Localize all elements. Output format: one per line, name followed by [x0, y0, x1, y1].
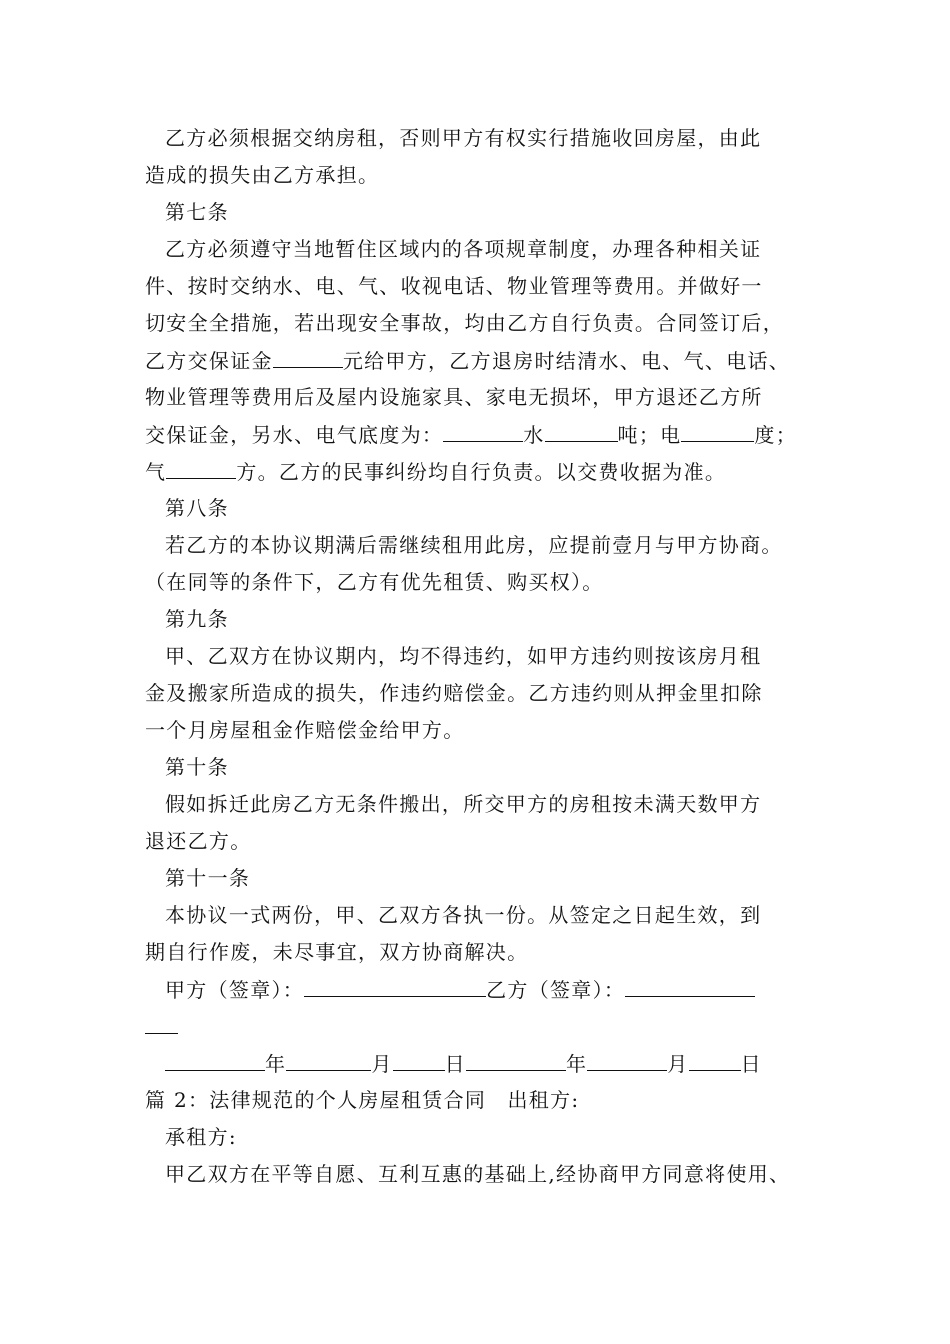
article-heading: 第十条	[165, 755, 229, 779]
line-text: 水	[523, 423, 545, 447]
line-text: 气	[145, 460, 167, 484]
line-text: 乙方交保证金	[145, 349, 273, 373]
gas-blank	[166, 457, 236, 479]
day-blank	[393, 1049, 445, 1071]
water-tons-blank	[545, 420, 618, 442]
year-label: 年	[265, 1052, 287, 1076]
year-label: 年	[565, 1052, 588, 1076]
paragraph-line: 甲乙双方在平等自愿、互利互惠的基础上,经协商甲方同意将使用、	[165, 1162, 791, 1186]
line-text: 元给甲方，乙方退房时结清水、电、气、电话、	[342, 349, 791, 373]
paragraph-line: 件、按时交纳水、电、气、收视电话、物业管理等费用。并做好一	[145, 274, 763, 298]
day-blank	[689, 1049, 741, 1071]
day-label: 日	[740, 1052, 762, 1076]
paragraph-line: 切安全全措施，若出现安全事故，均由乙方自行负责。合同签订后，	[145, 311, 784, 335]
party-a-sign-label: 甲方（签章）：	[165, 978, 305, 1002]
paragraph-line: 乙方必须根据交纳房租，否则甲方有权实行措施收回房屋，由此	[165, 126, 762, 150]
article-heading: 第八条	[165, 496, 229, 520]
paragraph-line: 造成的损失由乙方承担。	[145, 163, 380, 187]
paragraph-line	[145, 420, 797, 449]
paragraph-line: 物业管理等费用后及屋内设施家具、家电无损坏，甲方退还乙方所	[145, 385, 763, 409]
paragraph-line	[145, 346, 790, 375]
party-b-sign-blank-continued	[145, 1012, 178, 1034]
article-heading: 第十一条	[165, 866, 251, 890]
paragraph-line: 退还乙方。	[145, 829, 252, 853]
article-heading: 第九条	[165, 607, 229, 631]
paragraph-line: 期自行作废，未尽事宜，双方协商解决。	[145, 940, 529, 964]
month-label: 月	[371, 1052, 393, 1076]
party-b-sign-label: 乙方（签章）：	[486, 978, 626, 1002]
electricity-blank	[681, 420, 754, 442]
paragraph-line: 乙方必须遵守当地暂住区域内的各项规章制度，办理各种相关证	[165, 237, 762, 261]
paragraph-line: 本协议一式两份，甲、乙双方各执一份。从签定之日起生效，到	[165, 903, 762, 927]
signature-line-continued	[145, 1012, 178, 1041]
paragraph-line: 若乙方的本协议期满后需继续租用此房，应提前壹月与甲方协商。	[165, 533, 783, 557]
line-text: 交保证金，另水、电气底度为：	[145, 423, 444, 447]
tenant-label: 承租方:	[165, 1125, 237, 1149]
section-title: 篇 2：法律规范的个人房屋租赁合同 出租方:	[145, 1088, 580, 1112]
paragraph-line: 假如拆迁此房乙方无条件搬出，所交甲方的房租按未满天数甲方	[165, 792, 762, 816]
article-heading: 第七条	[165, 200, 229, 224]
month-blank	[286, 1049, 371, 1071]
line-text: 度；	[754, 423, 798, 447]
paragraph-line	[145, 457, 726, 486]
deposit-blank	[273, 346, 343, 368]
line-text: 吨；电	[617, 423, 682, 447]
paragraph-line: （在同等的条件下，乙方有优先租赁、购买权）。	[145, 570, 604, 594]
party-b-sign-blank	[625, 975, 755, 997]
year-blank	[165, 1049, 265, 1071]
paragraph-line: 金及搬家所造成的损失，作违约赔偿金。乙方违约则从押金里扣除	[145, 681, 763, 705]
month-blank	[587, 1049, 667, 1071]
party-a-sign-blank	[304, 975, 486, 997]
month-label: 月	[667, 1052, 689, 1076]
signature-line	[165, 975, 755, 1004]
water-blank	[443, 420, 523, 442]
date-line	[165, 1049, 762, 1078]
paragraph-line: 一个月房屋租金作赔偿金给甲方。	[145, 718, 465, 742]
paragraph-line: 甲、乙双方在协议期内，均不得违约，如甲方违约则按该房月租	[165, 644, 762, 668]
day-label: 日	[444, 1052, 466, 1076]
year-blank	[466, 1049, 566, 1071]
line-text: 方。乙方的民事纠纷均自行负责。以交费收据为准。	[236, 460, 727, 484]
